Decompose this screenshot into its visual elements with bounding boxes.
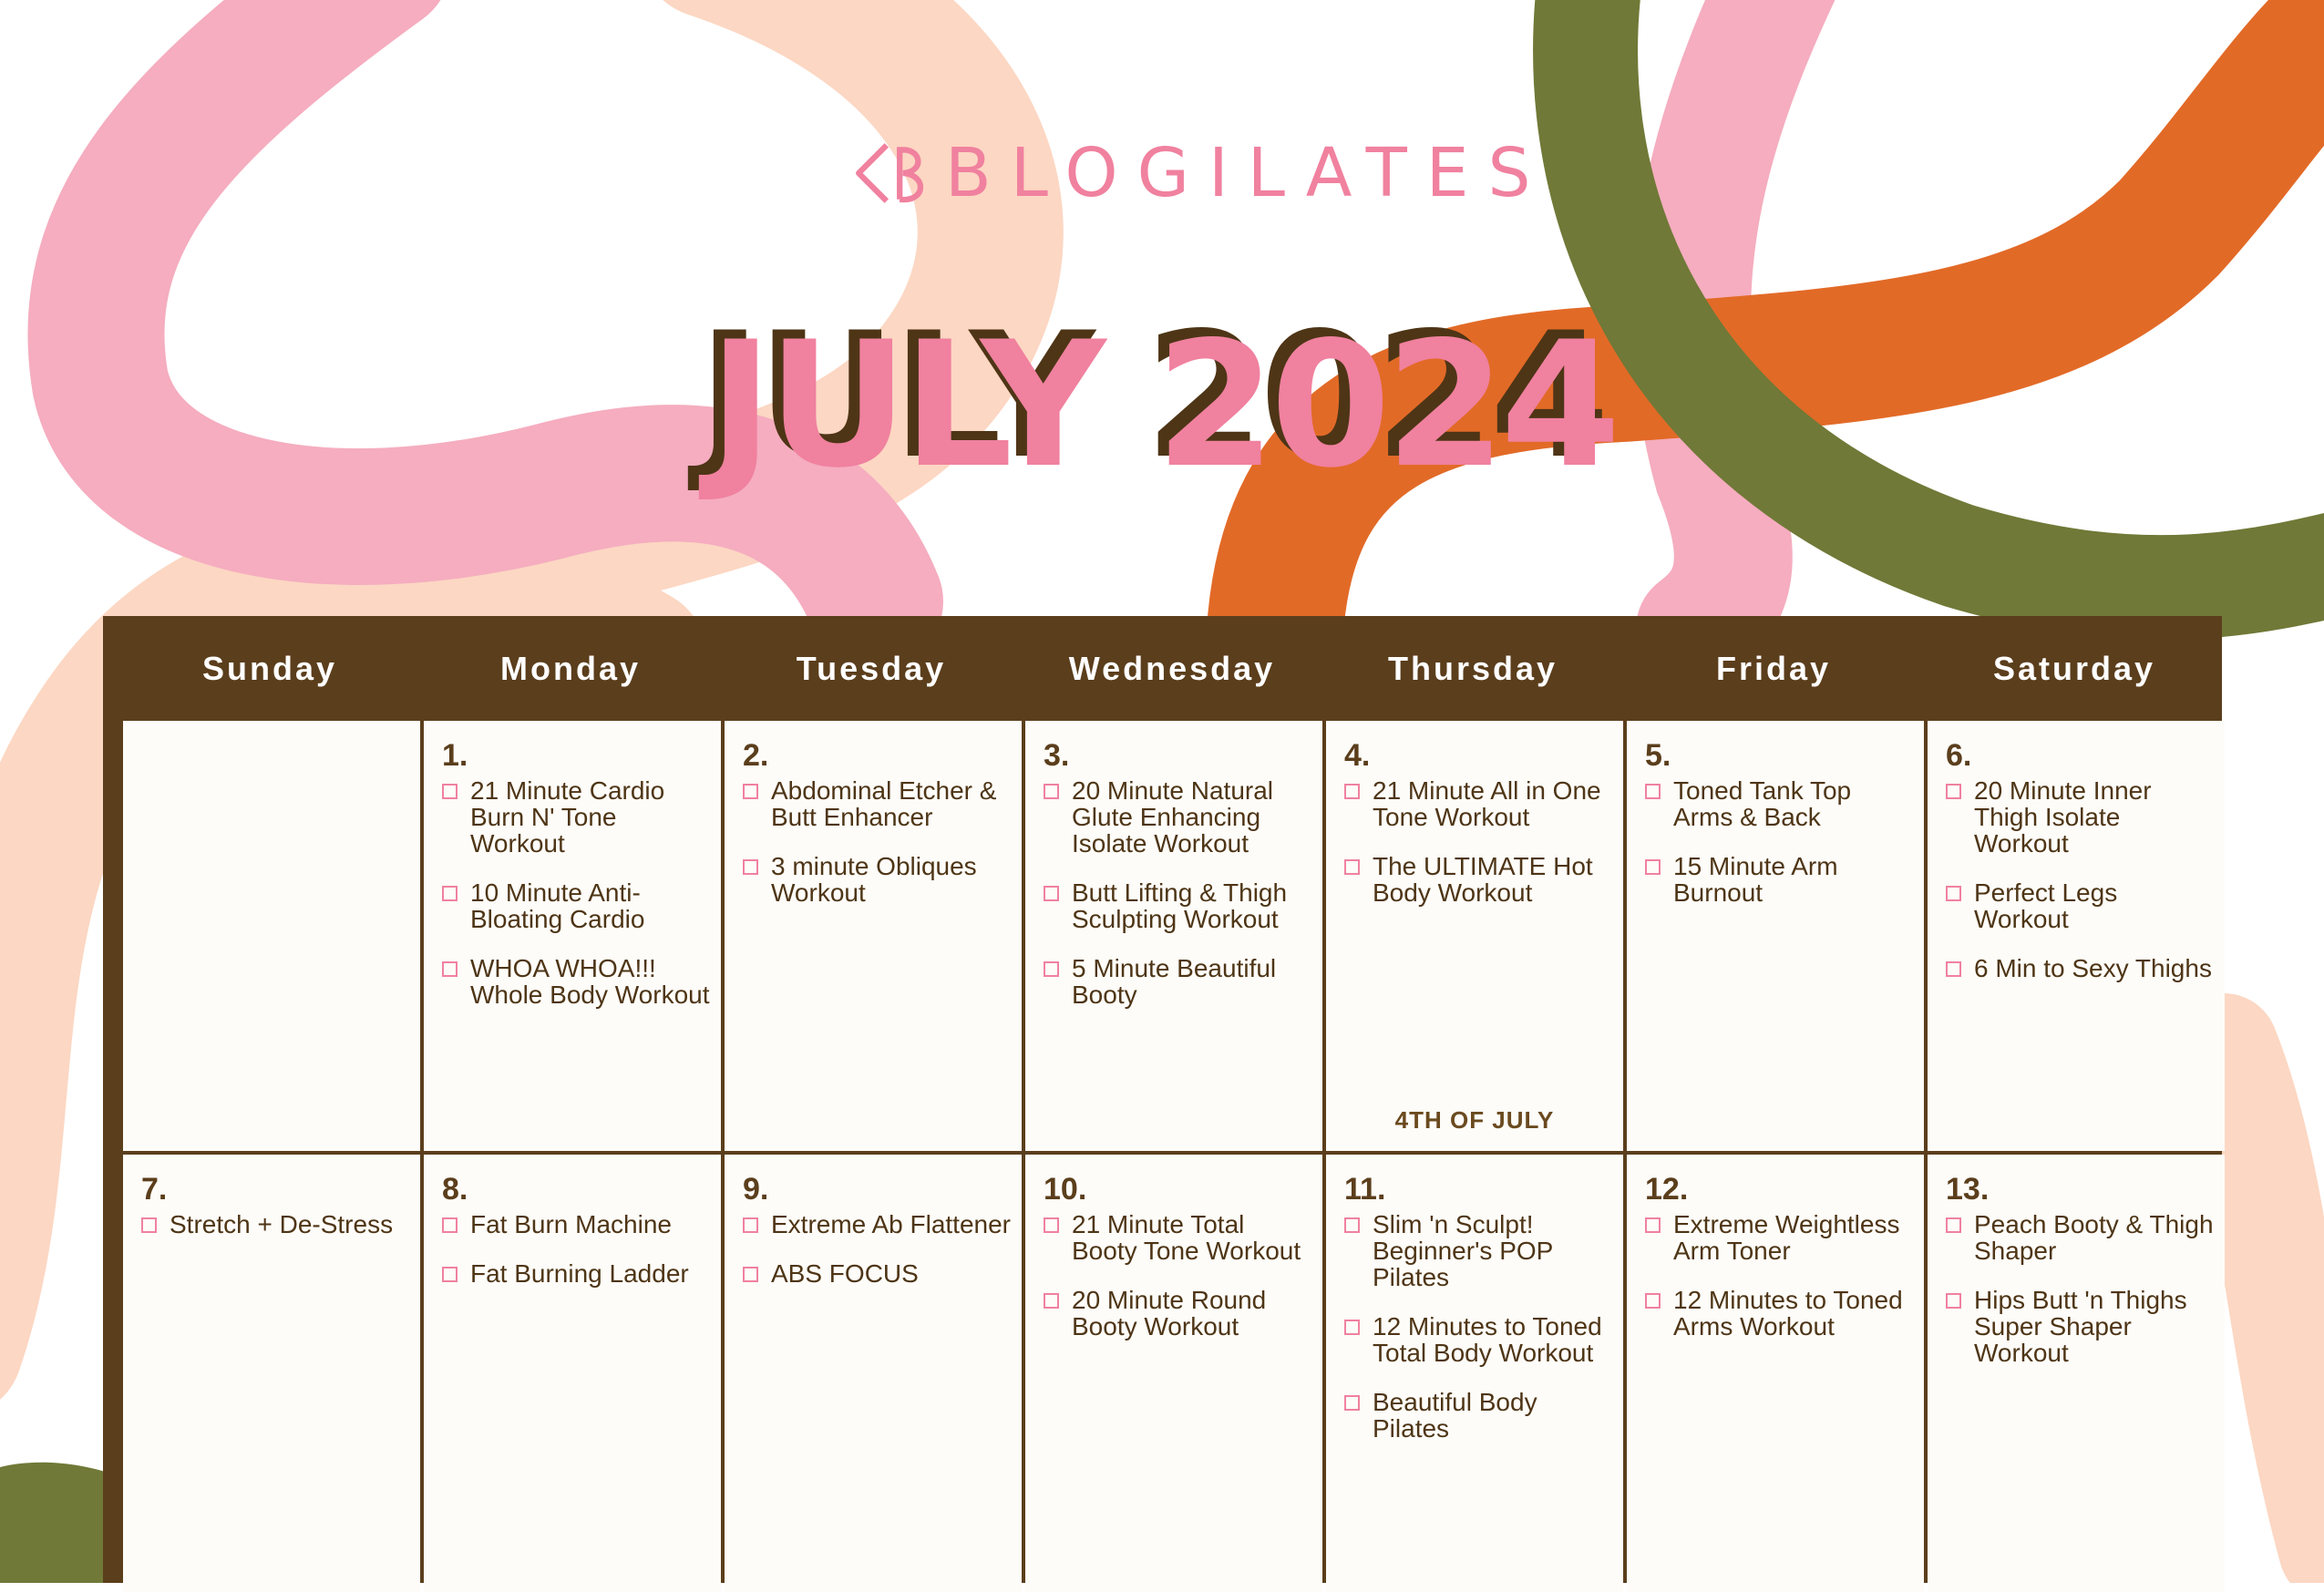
checkbox-icon[interactable]: [1645, 1293, 1661, 1309]
day-cell: [1326, 1155, 1623, 1592]
checkbox-icon[interactable]: [743, 1267, 758, 1282]
workout-item[interactable]: [743, 777, 1013, 830]
workout-label: Toned Tank Top Arms & Back: [1673, 776, 1852, 831]
workout-label: Extreme Weightless Arm Toner: [1673, 1210, 1900, 1265]
weekday-header-row: [103, 616, 2222, 721]
checkbox-icon[interactable]: [1946, 1217, 1961, 1233]
checkbox-icon[interactable]: [1645, 784, 1661, 799]
workout-item[interactable]: [1344, 1313, 1614, 1366]
checkbox-icon[interactable]: [743, 859, 758, 875]
checkbox-icon[interactable]: [1645, 1217, 1661, 1233]
checkbox-icon[interactable]: [442, 1267, 458, 1282]
checkbox-icon[interactable]: [1946, 961, 1961, 977]
day-number: 8.: [442, 1172, 468, 1207]
workout-label: Stretch + De-Stress: [170, 1210, 394, 1238]
workout-item[interactable]: [1044, 777, 1313, 857]
workout-item[interactable]: [442, 777, 712, 857]
workout-label: 5 Minute Beautiful Booty: [1072, 954, 1277, 1009]
day-cell: [725, 1155, 1022, 1592]
day-cell: [725, 721, 1022, 1151]
workout-label: 20 Minute Natural Glute Enhancing Isolate Workout: [1072, 776, 1274, 858]
workout-label: 21 Minute Cardio Burn N' Tone Workout: [470, 776, 665, 858]
checkbox-icon[interactable]: [1344, 1395, 1360, 1411]
day-number: 13.: [1946, 1172, 1990, 1207]
workout-item[interactable]: [1344, 853, 1614, 906]
day-number: 6.: [1946, 738, 1972, 773]
workout-item[interactable]: [1044, 879, 1313, 932]
workout-item[interactable]: [743, 1260, 1013, 1287]
workout-label: Extreme Ab Flattener: [771, 1210, 1012, 1238]
checkbox-icon[interactable]: [1044, 784, 1059, 799]
workout-label: Fat Burn Machine: [470, 1210, 672, 1238]
workout-label: Fat Burning Ladder: [470, 1259, 689, 1288]
checkbox-icon[interactable]: [1044, 1217, 1059, 1233]
checkbox-icon[interactable]: [1946, 1293, 1961, 1309]
workout-label: Butt Lifting & Thigh Sculpting Workout: [1072, 878, 1288, 933]
day-cell: [424, 721, 721, 1151]
weekday-wednesday: Wednesday: [1068, 649, 1276, 687]
checkbox-icon[interactable]: [1946, 886, 1961, 901]
workout-item[interactable]: [442, 1211, 712, 1238]
workout-item[interactable]: [1946, 1287, 2216, 1366]
workout-label: 12 Minutes to Toned Total Body Workout: [1373, 1312, 1602, 1367]
checkbox-icon[interactable]: [442, 1217, 458, 1233]
checkbox-icon[interactable]: [1044, 961, 1059, 977]
weekday-tuesday: Tuesday: [796, 649, 947, 687]
day-number: 2.: [743, 738, 769, 773]
workout-item[interactable]: [1946, 777, 2216, 857]
checkbox-icon[interactable]: [442, 961, 458, 977]
day-number: 3.: [1044, 738, 1070, 773]
brand-logo: [852, 132, 1550, 214]
workout-item[interactable]: [1946, 1211, 2216, 1264]
olive-blob-bottom-left: [0, 1463, 118, 1583]
day-cell: [1326, 721, 1623, 1151]
checkbox-icon[interactable]: [141, 1217, 157, 1233]
day-cell: [1025, 721, 1322, 1151]
day-number: 4.: [1344, 738, 1371, 773]
workout-item[interactable]: [1645, 1211, 1915, 1264]
checkbox-icon[interactable]: [1344, 1217, 1360, 1233]
workout-item[interactable]: [743, 1211, 1013, 1238]
day-cell: [1025, 1155, 1322, 1592]
day-number: 11.: [1344, 1172, 1386, 1207]
workout-item[interactable]: [1645, 777, 1915, 830]
workout-item[interactable]: [1645, 853, 1915, 906]
workout-label: Abdominal Etcher & Butt Enhancer: [771, 776, 997, 831]
workout-item[interactable]: [442, 955, 712, 1008]
holiday-label: 4TH OF JULY: [1394, 1106, 1555, 1134]
workout-label: Perfect Legs Workout: [1974, 878, 2118, 933]
checkbox-icon[interactable]: [1344, 859, 1360, 875]
day-number: 7.: [141, 1172, 168, 1207]
day-cell: [123, 721, 420, 1151]
peach-swirl-bottom-right: [2224, 1048, 2324, 1549]
workout-item[interactable]: [743, 853, 1013, 906]
workout-item[interactable]: [141, 1211, 411, 1238]
weekday-sunday: Sunday: [201, 649, 338, 687]
weekday-friday: Friday: [1715, 649, 1832, 687]
checkbox-icon[interactable]: [442, 784, 458, 799]
workout-label: WHOA WHOA!!! Whole Body Workout: [470, 954, 710, 1009]
weekday-thursday: Thursday: [1387, 649, 1558, 687]
day-cell: [1627, 721, 1924, 1151]
workout-label: Peach Booty & Thigh Shaper: [1974, 1210, 2214, 1265]
workout-label: 15 Minute Arm Burnout: [1673, 852, 1838, 907]
workout-item[interactable]: [1946, 879, 2216, 932]
weekday-saturday: Saturday: [1992, 649, 2156, 687]
day-number: 10.: [1044, 1172, 1087, 1207]
workout-label: 10 Minute Anti-Bloating Cardio: [470, 878, 645, 933]
workout-label: Slim 'n Sculpt! Beginner's POP Pilates: [1373, 1210, 1553, 1291]
workout-item[interactable]: [1946, 955, 2216, 981]
checkbox-icon[interactable]: [1344, 784, 1360, 799]
workout-item[interactable]: [1645, 1287, 1915, 1340]
workout-item[interactable]: [1044, 1211, 1313, 1264]
workout-item[interactable]: [442, 879, 712, 932]
workout-label: Hips Butt 'n Thighs Super Shaper Workout: [1974, 1286, 2187, 1367]
brand-name: BLOGILATES: [945, 134, 1550, 212]
month-title: JULY 2024: [708, 304, 1616, 506]
day-cell: [1928, 1155, 2225, 1592]
day-number: 1.: [442, 738, 468, 773]
day-cell: [1627, 1155, 1924, 1592]
calendar-grid: [103, 616, 2222, 1583]
workout-label: 20 Minute Round Booty Workout: [1072, 1286, 1267, 1340]
checkbox-icon[interactable]: [743, 784, 758, 799]
checkbox-icon[interactable]: [442, 886, 458, 901]
checkbox-icon[interactable]: [1344, 1320, 1360, 1335]
day-number: [141, 737, 411, 777]
day-cell: [1928, 721, 2225, 1151]
checkbox-icon[interactable]: [1044, 1293, 1059, 1309]
checkbox-icon[interactable]: [1946, 784, 1961, 799]
day-number: 12.: [1645, 1172, 1689, 1207]
workout-label: Beautiful Body Pilates: [1373, 1388, 1537, 1443]
workout-label: 21 Minute All in One Tone Workout: [1373, 776, 1601, 831]
pink-swirl-left: [96, 0, 875, 601]
workout-item[interactable]: [1344, 1389, 1614, 1442]
workout-item[interactable]: [442, 1260, 712, 1287]
workout-label: 20 Minute Inner Thigh Isolate Workout: [1974, 776, 2152, 858]
workout-item[interactable]: [1344, 777, 1614, 830]
checkbox-icon[interactable]: [1645, 859, 1661, 875]
workout-label: ABS FOCUS: [771, 1259, 919, 1288]
weekday-monday: Monday: [499, 649, 641, 687]
day-cell: [123, 1155, 420, 1592]
checkbox-icon[interactable]: [743, 1217, 758, 1233]
blogilates-heart-icon: [852, 132, 934, 214]
day-number: 9.: [743, 1172, 769, 1207]
workout-label: The ULTIMATE Hot Body Workout: [1373, 852, 1593, 907]
workout-item[interactable]: [1044, 1287, 1313, 1340]
workout-item[interactable]: [1044, 955, 1313, 1008]
workout-label: 12 Minutes to Toned Arms Workout: [1673, 1286, 1903, 1340]
day-cell: [424, 1155, 721, 1592]
workout-label: 6 Min to Sexy Thighs: [1974, 954, 2212, 982]
workout-label: 3 minute Obliques Workout: [771, 852, 977, 907]
workout-item[interactable]: [1344, 1211, 1614, 1290]
day-number: 5.: [1645, 738, 1671, 773]
workout-label: 21 Minute Total Booty Tone Workout: [1072, 1210, 1301, 1265]
checkbox-icon[interactable]: [1044, 886, 1059, 901]
